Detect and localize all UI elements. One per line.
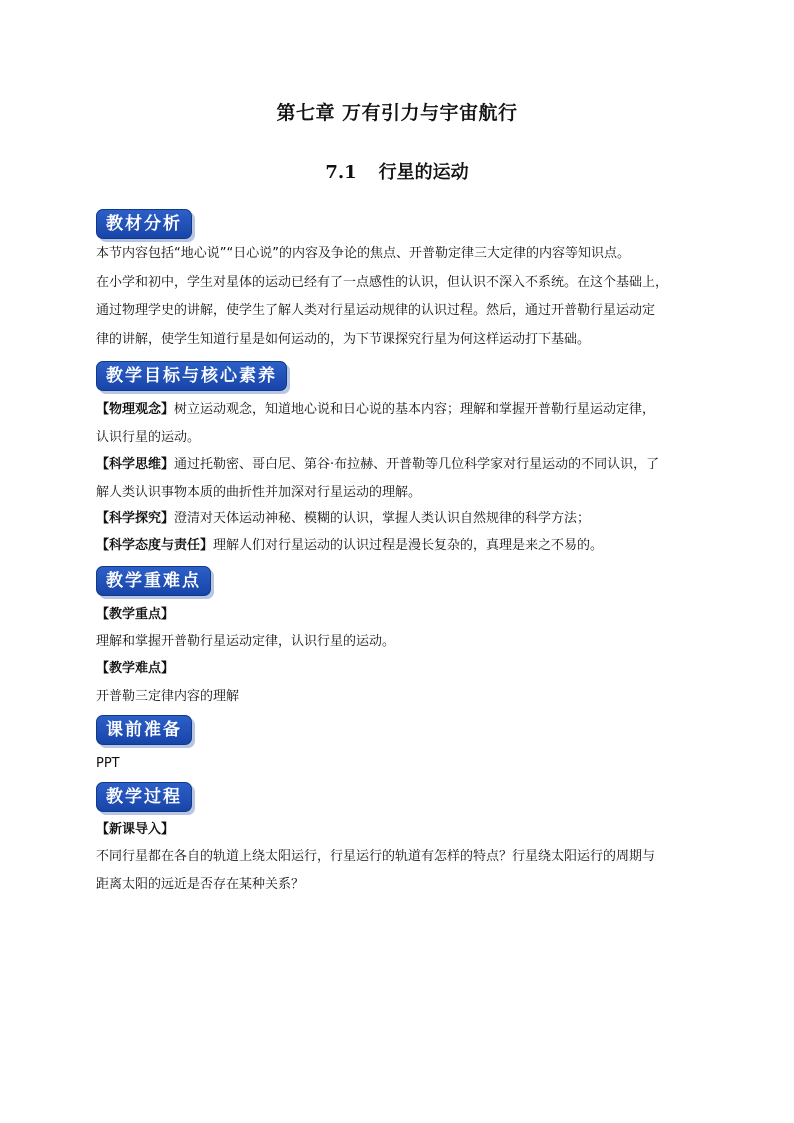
goal-text: 澄清对天体运动神秘、模糊的认识，掌握人类认识自然规律的科学方法； <box>174 511 591 526</box>
goal-label: 【科学思维】 <box>96 457 175 472</box>
goal-label: 【科学态度与责任】 <box>96 538 214 553</box>
lesson-title <box>0 158 794 184</box>
analysis-line: 通过物理学史的讲解，使学生了解人类对行星运动规律的认识过程。然后，通过开普勒行星运动定 <box>96 303 656 318</box>
analysis-line: 在小学和初中，学生对星体的运动已经有了一点感性的认识，但认识不深入不系统。在这个基础上， <box>96 275 669 290</box>
focus-label: 【教学重点】 <box>96 607 175 622</box>
difficulty-label: 【教学难点】 <box>96 661 175 676</box>
section-heading-process: 教学过程 <box>96 782 192 812</box>
preparation-text: PPT <box>96 756 120 771</box>
process-line: 距离太阳的远近是否存在某种关系？ <box>96 877 305 892</box>
goal-text: 通过托勒密、哥白尼、第谷·布拉赫、开普勒等几位科学家对行星运动的不同认识，了 <box>174 457 660 472</box>
section-heading-preparation: 课前准备 <box>96 715 192 745</box>
analysis-line: 本节内容包括“地心说”“日心说”的内容及争论的焦点、开普勒定律三大定律的内容等知识点。 <box>96 246 630 261</box>
analysis-line: 律的讲解，使学生知道行星是如何运动的，为下节课探究行星为何这样运动打下基础。 <box>96 332 591 347</box>
lesson-name: 行星的运动 <box>378 162 469 183</box>
goal-continuation: 解人类认识事物本质的曲折性并加深对行星运动的理解。 <box>96 485 422 500</box>
goal-item-physics-concept <box>96 401 655 419</box>
goal-continuation: 认识行星的运动。 <box>96 430 201 445</box>
focus-text: 理解和掌握开普勒行星运动定律，认识行星的运动。 <box>96 634 396 649</box>
intro-label: 【新课导入】 <box>96 822 175 837</box>
difficulty-text: 开普勒三定律内容的理解 <box>96 689 240 704</box>
goal-label: 【物理观念】 <box>96 402 175 417</box>
section-heading-key-points: 教学重难点 <box>96 566 211 596</box>
section-heading-goals: 教学目标与核心素养 <box>96 361 287 391</box>
goal-text: 理解人们对行星运动的认识过程是漫长复杂的，真理是来之不易的。 <box>213 538 604 553</box>
process-line: 不同行星都在各自的轨道上绕太阳运行，行星运行的轨道有怎样的特点？行星绕太阳运行的周期与 <box>96 849 656 864</box>
goal-item-scientific-thinking <box>96 456 659 474</box>
goal-label: 【科学探究】 <box>96 511 175 526</box>
section-heading-analysis: 教材分析 <box>96 209 192 239</box>
chapter-title: 第七章 万有引力与宇宙航行 <box>276 102 518 124</box>
lesson-number: 7.1 <box>325 162 357 183</box>
goal-text: 树立运动观念，知道地心说和日心说的基本内容；理解和掌握开普勒行星运动定律， <box>174 402 656 417</box>
goal-item-attitude <box>96 537 603 555</box>
goal-item-scientific-inquiry <box>96 510 590 528</box>
